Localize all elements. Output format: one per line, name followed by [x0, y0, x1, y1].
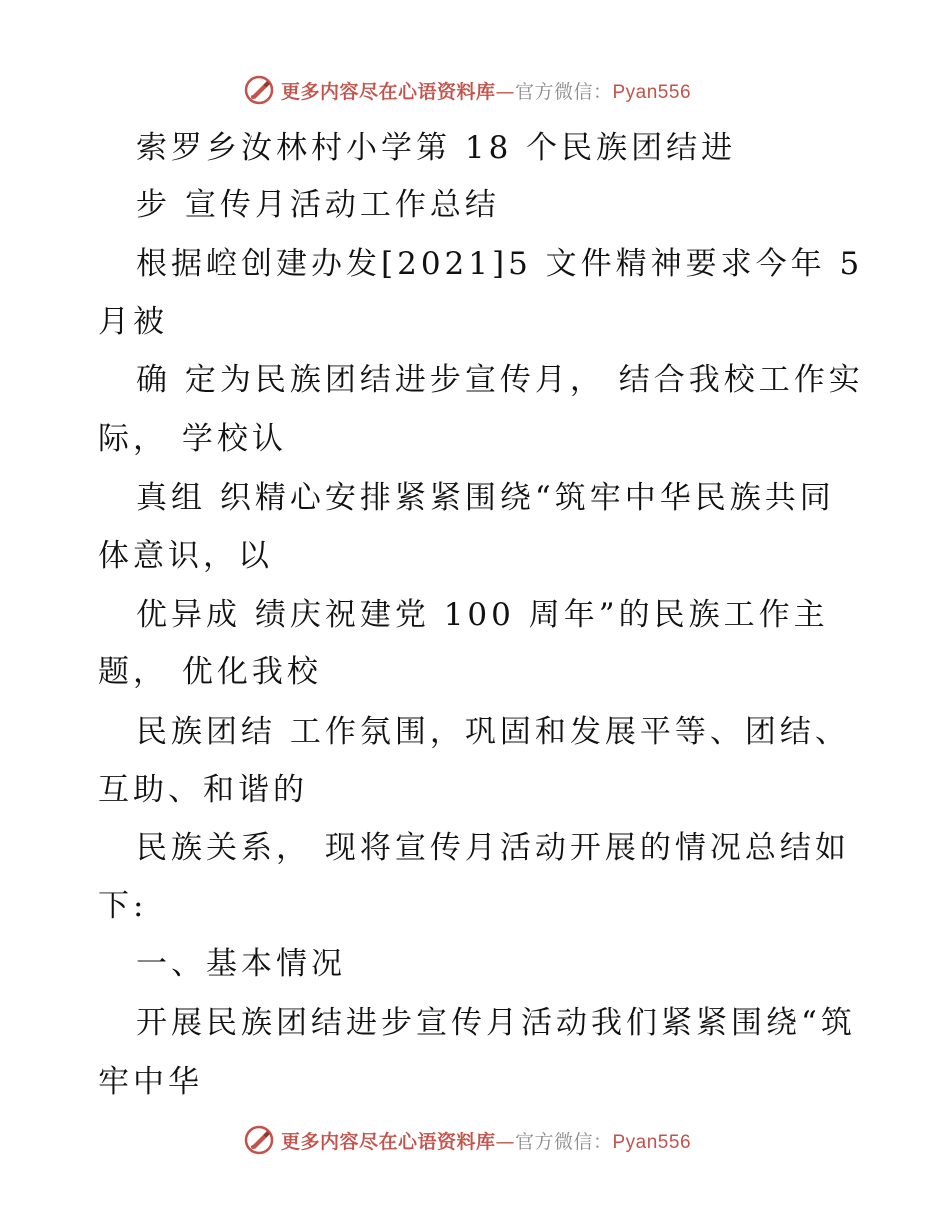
doc-line-17: 牢中华: [98, 1064, 203, 1100]
doc-line-5: 确 定为民族团结进步宣传月， 结合我校工作实: [136, 362, 864, 398]
banner-dash: —: [495, 1130, 515, 1153]
header-banner: [0, 70, 950, 110]
banner-wechat-id: Pyan556: [612, 1131, 692, 1153]
footer-banner: [0, 1120, 950, 1160]
doc-line-12: 互助、和谐的: [98, 772, 308, 808]
banner-red-text: 更多内容尽在心语资料库: [280, 1130, 496, 1153]
doc-line-15: 一、基本情况: [136, 946, 346, 982]
doc-line-14: 下:: [98, 888, 148, 924]
doc-line-6: 际， 学校认: [98, 421, 287, 457]
doc-line-7: 真组 织精心安排紧紧围绕“筑牢中华民族共同: [136, 480, 835, 516]
banner-text: [281, 77, 691, 104]
doc-line-4: 月被: [98, 304, 168, 340]
banner-dash: —: [495, 80, 515, 103]
pen-logo-icon: [243, 1124, 275, 1156]
footer-banner-inner: [243, 1124, 691, 1156]
pen-logo-icon: [243, 74, 275, 106]
doc-line-3: 根据崆创建办发[2021]5 文件精神要求今年 5: [136, 246, 864, 282]
doc-line-8: 体意识，以: [98, 538, 273, 574]
doc-line-2: 步 宣传月活动工作总结: [136, 187, 500, 223]
doc-line-16: 开展民族团结进步宣传月活动我们紧紧围绕“筑: [136, 1005, 856, 1041]
doc-line-11: 民族团结 工作氛围，巩固和发展平等、团结、: [136, 714, 850, 750]
banner-gray-text: 官方微信：: [514, 80, 613, 103]
doc-line-10: 题， 优化我校: [98, 654, 322, 690]
banner-wechat-id: Pyan556: [612, 81, 692, 103]
banner-gray-text: 官方微信：: [514, 1130, 613, 1153]
doc-line-1: 索罗乡汝林村小学第 18 个民族团结进: [136, 130, 737, 166]
banner-red-text: 更多内容尽在心语资料库: [280, 80, 496, 103]
doc-line-13: 民族关系， 现将宣传月活动开展的情况总结如: [136, 830, 850, 866]
header-banner-inner: [243, 74, 691, 106]
banner-text: [281, 1127, 691, 1154]
doc-line-9: 优异成 绩庆祝建党 100 周年”的民族工作主: [136, 597, 829, 633]
